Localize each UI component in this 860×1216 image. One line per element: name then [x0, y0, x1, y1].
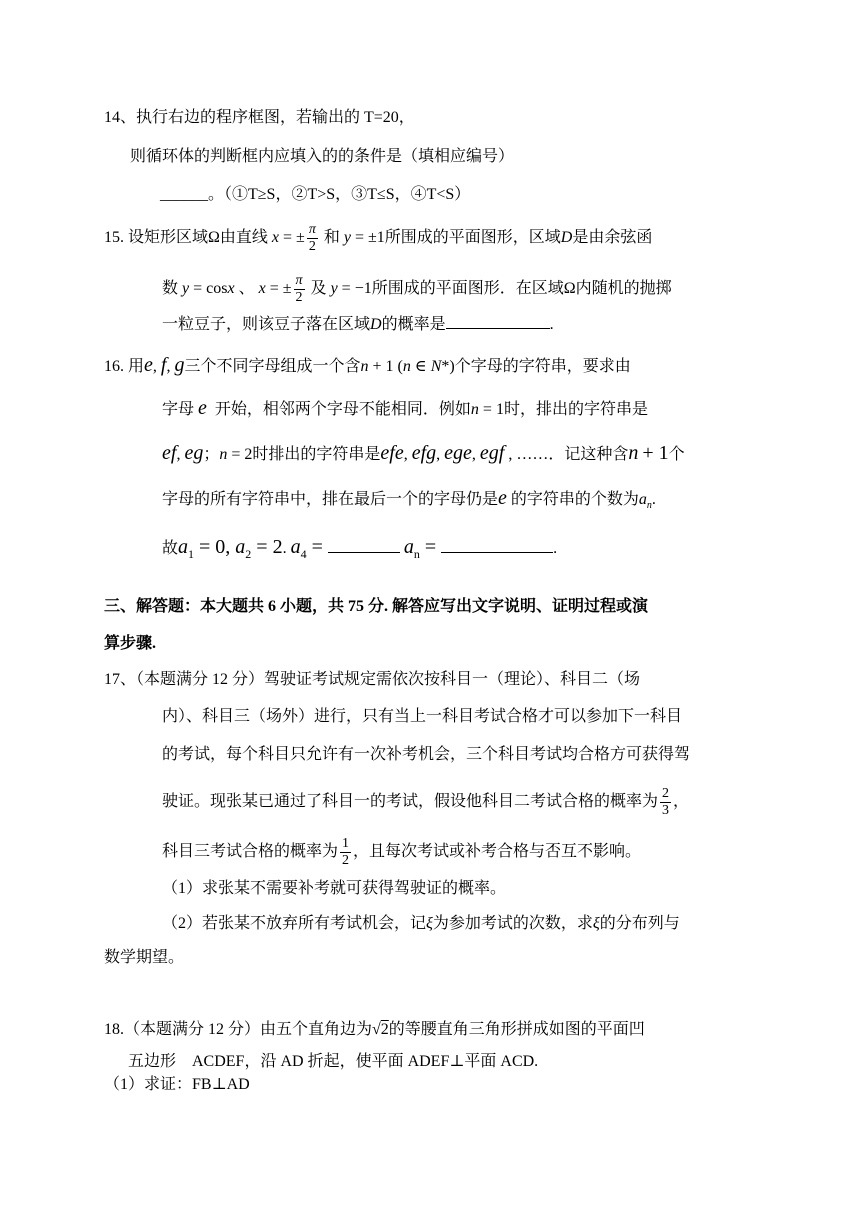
q17-line5: 科目三考试合格的概率为 $\frac{1}{2}$ ，且每次考试或补考合格与否互不影响。 — [162, 836, 642, 868]
q14-line1: 14、执行右边的程序框图，若输出的 T=20， — [104, 109, 415, 126]
q17-line3: 的考试，每个科目只允许有一次补考机会，三个科目考试均合格方可获得驾 — [162, 746, 691, 763]
q16-line2: 字母 e 开始，相邻两个字母不能相同．例如n = 1时，排出的字符串是 — [162, 397, 648, 419]
q17-part2-cont: 数学期望。 — [104, 949, 185, 966]
q16-a4-blank — [328, 538, 400, 553]
q15-line1: 15. 设矩形区域Ω由直线 x = ± $\frac{\pi}{2}$ 和 y = ±1所围成的平面图形，区域D是由余弦函 — [104, 222, 653, 254]
q16-line1: 16. 用e, f, g三个不同字母组成一个含n + 1 (n ∈ N*)个字母的字符串，要求由 — [104, 354, 631, 376]
q14-answer-blank: ______ — [160, 186, 208, 203]
q17-line2: 内）、科目三（场外）进行，只有当上一科目考试合格才可以参加下一科目 — [162, 708, 683, 725]
q15-line2: 数 y = cosx 、 x = ± $\frac{\pi}{2}$ 及 y = −1所围成的平面图形．在区域Ω内随机的抛掷 — [162, 273, 672, 305]
q18-line2: 五边形 ACDEF，沿 AD 折起，使平面 ADEF⊥平面 ACD. — [128, 1053, 539, 1070]
q17-part2: （2）若张某不放弃所有考试机会，记ξ为参加考试的次数，求ξ的分布列与 — [162, 915, 680, 932]
q17-line1: 17、（本题满分 12 分）驾驶证考试规定需依次按科目一（理论）、科目二（场 — [104, 671, 641, 688]
q16-line3: ef, eg；n = 2时排出的字符串是efe, efg, ege, egf , ……．记这种含n + 1个 — [162, 442, 685, 464]
q18-line1: 18.（本题满分 12 分）由五个直角边为√2的等腰直角三角形拼成如图的平面凹 — [104, 1021, 645, 1038]
q16-line5: 故$a_1 = 0$, $a_2 = 2$. $a_4 = a_n$ = . — [162, 536, 558, 561]
section3-line1: 三、解答题：本大题共 6 小题，共 75 分. 解答应写出文字说明、证明过程或演 — [104, 598, 649, 615]
q14-line2: 则循环体的判断框内应填入的的条件是（填相应编号） — [130, 148, 515, 165]
q18-line3: （1）求证：FB⊥AD — [104, 1076, 250, 1093]
q14-line3 — [160, 185, 470, 205]
q17-line4: 驶证。现张某已通过了科目一的考试，假设他科目二考试合格的概率为 $\frac{2}{3}$ ， — [162, 786, 690, 818]
q15-line3: 一粒豆子，则该豆子落在区域D的概率是 . — [162, 316, 554, 333]
section3-line2: 算步骤. — [104, 635, 157, 652]
q16-line4: 字母的所有字符串中，排在最后一个的字母仍是e 的字符串的个数为$a_n$. — [162, 487, 656, 512]
q14-options: 。（①T≥S，②T>S，③T≤S，④T<S） — [208, 186, 471, 203]
q15-answer-blank — [446, 314, 550, 329]
q16-an-blank — [441, 538, 553, 553]
q17-part1: （1）求张某不需要补考就可获得驾驶证的概率。 — [162, 880, 507, 897]
